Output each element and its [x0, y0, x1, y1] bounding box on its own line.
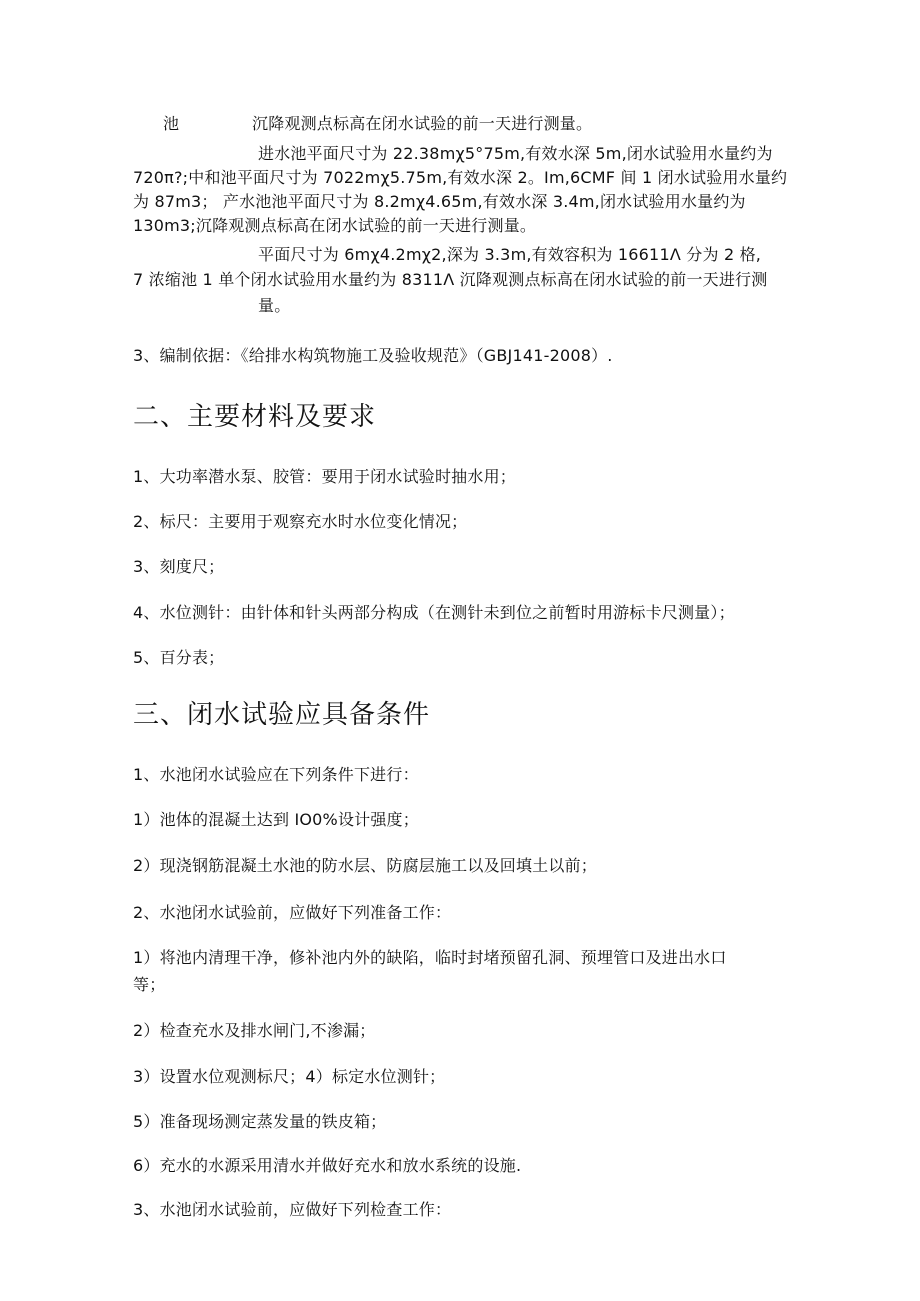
list-item: 2、标尺：主要用于观察充水时水位变化情况；: [133, 512, 468, 531]
list-item: 5）准备现场测定蒸发量的铁皮箱；: [133, 1112, 387, 1131]
list-item: 2）检查充水及排水闸门,不渗漏；: [133, 1021, 376, 1040]
list-item: 1、水池闭水试验应在下列条件下进行：: [133, 765, 419, 784]
section-heading: 三、闭水试验应具备条件: [133, 700, 431, 730]
list-item: 6）充水的水源采用清水并做好充水和放水系统的设施.: [133, 1156, 522, 1175]
list-item: 3、水池闭水试验前，应做好下列检查工作：: [133, 1200, 452, 1219]
list-item: 4、水位测针：由针体和针头两部分构成（在测针未到位之前暂时用游标卡尺测量）；: [133, 603, 735, 622]
list-item: 1、大功率潜水泵、胶管：要用于闭水试验时抽水用；: [133, 467, 516, 486]
list-item: 3）设置水位观测标尺；4）标定水位测针；: [133, 1067, 446, 1086]
list-item: 1）池体的混凝土达到 IO0%设计强度；: [133, 810, 419, 829]
list-item: 等；: [133, 975, 166, 994]
paragraph-line: 130m3;沉降观测点标高在闭水试验的前一天进行测量。: [133, 216, 537, 235]
paragraph-line: 720π?;中和池平面尺寸为 7022mχ5.75m,有效水深 2。Im,6CMF 间 1 闭水试验用水量约: [133, 168, 788, 187]
section-heading: 二、主要材料及要求: [133, 402, 377, 432]
pool-label: 池: [163, 114, 180, 133]
list-item: 5、百分表；: [133, 648, 225, 667]
paragraph-line: 7 浓缩池 1 单个闭水试验用水量约为 8311Λ 沉降观测点标高在闭水试验的前一天进行测: [133, 270, 768, 289]
list-item: 1）将池内清理干净，修补池内外的缺陷，临时封堵预留孔洞、预埋管口及进出水口: [133, 948, 727, 967]
paragraph-line: 平面尺寸为 6mχ4.2mχ2,深为 3.3m,有效容积为 16611Λ 分为 2 格,: [258, 245, 762, 264]
list-item: 2、水池闭水试验前，应做好下列准备工作：: [133, 903, 452, 922]
pool-note: 沉降观测点标高在闭水试验的前一天进行测量。: [252, 114, 593, 133]
list-item: 2）现浇钢筋混凝土水池的防水层、防腐层施工以及回填土以前；: [133, 856, 597, 875]
paragraph-line: 为 87m3； 产水池池平面尺寸为 8.2mχ4.65m,有效水深 3.4m,闭水试验用水量约为: [133, 192, 746, 211]
compilation-basis: 3、编制依据：《给排水构筑物施工及验收规范》（GBJ141-2008）.: [133, 346, 613, 365]
paragraph-line: 量。: [258, 296, 291, 315]
list-item: 3、刻度尺；: [133, 557, 225, 576]
paragraph-line: 进水池平面尺寸为 22.38mχ5°75m,有效水深 5m,闭水试验用水量约为: [258, 144, 773, 163]
